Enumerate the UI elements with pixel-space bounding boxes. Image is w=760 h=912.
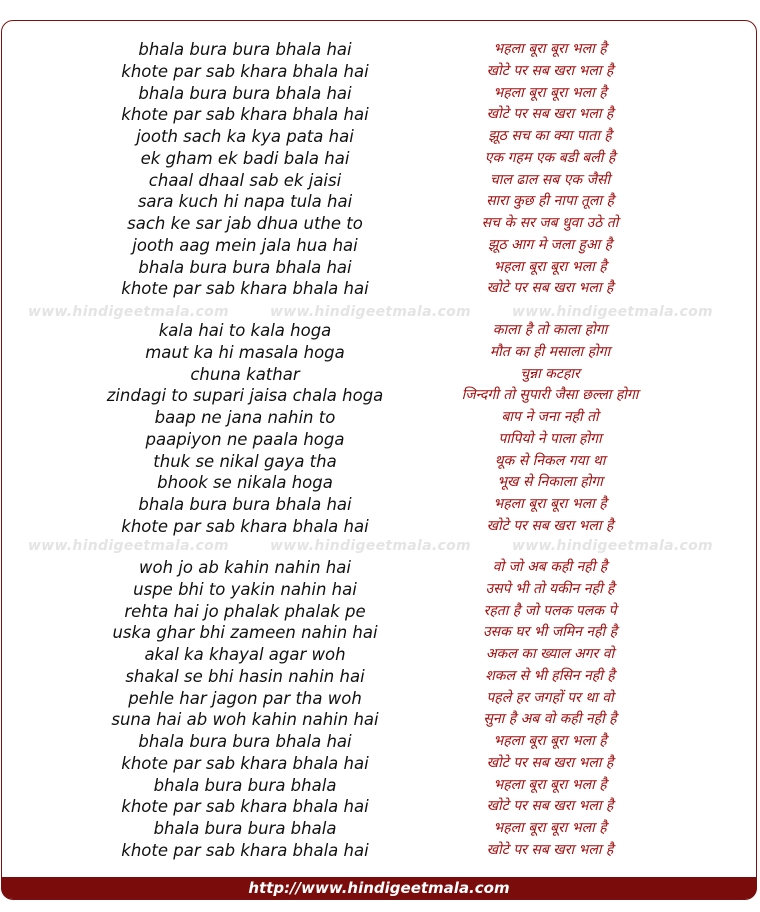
- lyric-line-english: pehle har jagon par tha woh: [128, 688, 362, 708]
- lyric-line-hindi: सुना है अब वो कही नही है: [483, 711, 617, 728]
- lyric-line-hindi: उसपे भी तो यकीन नही है: [485, 580, 615, 597]
- lyric-line-hindi: बाप ने जना नही तो: [501, 409, 599, 425]
- footer-link[interactable]: http://www.hindigeetmala.com: [248, 879, 510, 897]
- lyric-line-hindi: चुन्ना कटहार: [520, 365, 580, 382]
- lyric-line-hindi: शकल से भी हसिन नही है: [485, 667, 615, 684]
- lyric-line-english: bhook se nikala hoga: [157, 473, 333, 493]
- lyric-line-english: maut ka hi masala hoga: [145, 342, 345, 362]
- lyric-line-hindi: भहला बूरा बूरा भला है: [493, 41, 607, 57]
- lyric-line-hindi: खोटे पर सब खरा भला है: [486, 280, 614, 297]
- lyric-line-hindi: खोटे पर सब खरा भला है: [486, 62, 614, 79]
- lyric-line-english: jooth aag mein jala hua hai: [132, 235, 358, 255]
- lyric-line-hindi: काला है तो काला होगा: [492, 322, 608, 338]
- lyric-line-english: suna hai ab woh kahin nahin hai: [111, 710, 379, 730]
- lyric-line-hindi: भहला बूरा बूरा भला है: [493, 733, 607, 749]
- lyric-line-hindi: सच के सर जब धुवा उठे तो: [481, 215, 619, 231]
- lyric-line-hindi: भहला बूरा बूरा भला है: [493, 496, 607, 512]
- lyric-line-hindi: झूठ आग मे जला हुआ है: [487, 236, 613, 253]
- lyric-line-english: shakal se bhi hasin nahin hai: [125, 666, 365, 686]
- lyric-line-english: uspe bhi to yakin nahin hai: [133, 579, 357, 599]
- watermark-row: [0, 537, 760, 555]
- lyric-line-hindi: खोटे पर सब खरा भला है: [486, 798, 614, 815]
- lyric-line-english: akal ka khayal agar woh: [144, 645, 346, 664]
- lyric-line-hindi: खोटे पर सब खरा भला है: [486, 106, 614, 123]
- watermark-text: www.hindigeetmala.com: [28, 304, 229, 320]
- lyric-line-english: rehta hai jo phalak phalak pe: [124, 601, 366, 621]
- lyric-line-english: khote par sab khara bhala hai: [121, 279, 369, 299]
- lyric-line-hindi: मौत का ही मसाला होगा: [489, 343, 611, 360]
- watermark-text: www.hindigeetmala.com: [512, 538, 713, 554]
- lyric-line-english: bhala bura bura bhala hai: [138, 257, 352, 277]
- lyric-line-english: uska ghar bhi zameen nahin hai: [112, 623, 378, 643]
- lyric-line-english: khote par sab khara bhala hai: [121, 516, 369, 536]
- lyric-line-hindi: भहला बूरा बूरा भला है: [493, 820, 607, 836]
- lyric-line-english: bhala bura bura bhala hai: [138, 495, 352, 514]
- lyric-line-english: chuna kathar: [190, 364, 300, 384]
- lyric-line-english: bhala bura bura bhala hai: [138, 83, 352, 103]
- lyric-line-hindi: खोटे पर सब खरा भला है: [486, 841, 614, 858]
- watermark-text: www.hindigeetmala.com: [28, 538, 229, 554]
- footer-bar: [1, 877, 757, 899]
- watermark-text: www.hindigeetmala.com: [270, 304, 471, 320]
- lyric-line-english: woh jo ab kahin nahin hai: [139, 558, 351, 577]
- watermark-text: www.hindigeetmala.com: [512, 304, 713, 320]
- lyric-line-hindi: सारा कुछ ही नापा तूला है: [486, 193, 614, 210]
- lyric-line-hindi: भहला बूरा बूरा भला है: [493, 84, 607, 101]
- watermark-text: www.hindigeetmala.com: [270, 538, 471, 554]
- lyric-line-hindi: भूख से निकाला होगा: [497, 474, 603, 491]
- lyric-line-hindi: पापियो ने पाला होगा: [498, 430, 602, 447]
- lyric-line-hindi: अकल का ख्याल अगर वो: [485, 646, 615, 662]
- lyric-line-english: bhala bura bura bhala hai: [138, 40, 352, 59]
- lyric-line-hindi: वो जो अब कही नही है: [492, 559, 608, 575]
- lyric-line-english: bhala bura bura bhala: [153, 819, 337, 838]
- lyric-line-english: khote par sab khara bhala hai: [121, 61, 369, 81]
- lyric-line-english: paapiyon ne paala hoga: [145, 429, 345, 449]
- lyric-line-hindi: जिन्दगी तो सुपारी जैसा छल्ला होगा: [461, 387, 639, 404]
- lyric-line-hindi: रहता है जो पलक पलक पे: [483, 602, 617, 619]
- lyric-line-english: bhala bura bura bhala: [153, 775, 337, 795]
- lyric-line-hindi: चाल ढाल सब एक जैसी: [489, 171, 611, 188]
- lyric-line-hindi: उसक घर भी जमिन नही है: [482, 624, 618, 641]
- lyric-line-hindi: एक गहम एक बडी बली है: [484, 149, 616, 166]
- lyric-line-english: khote par sab khara bhala hai: [121, 797, 369, 817]
- watermark-row: [0, 303, 760, 321]
- lyric-line-hindi: भहला बूरा बूरा भला है: [493, 258, 607, 275]
- lyric-line-english: khote par sab khara bhala hai: [121, 105, 369, 125]
- lyric-line-english: khote par sab khara bhala hai: [121, 753, 369, 773]
- lyric-line-english: jooth sach ka kya pata hai: [136, 127, 354, 146]
- lyric-line-english: bhala bura bura bhala hai: [138, 732, 352, 751]
- lyric-line-hindi: खोटे पर सब खरा भला है: [486, 517, 614, 534]
- lyric-line-hindi: थूक से निकल गया था: [494, 452, 606, 469]
- lyric-line-english: khote par sab khara bhala hai: [121, 840, 369, 860]
- lyric-line-english: baap ne jana nahin to: [154, 408, 336, 427]
- lyric-line-english: zindagi to supari jaisa chala hoga: [106, 386, 384, 406]
- lyric-line-hindi: भहला बूरा बूरा भला है: [493, 776, 607, 793]
- lyric-line-english: sach ke sar jab dhua uthe to: [127, 214, 363, 233]
- lyric-line-hindi: झूठ सच का क्या पाता है: [488, 128, 612, 144]
- lyric-line-english: chaal dhaal sab ek jaisi: [148, 170, 342, 190]
- lyric-line-english: sara kuch hi napa tula hai: [137, 192, 353, 212]
- lyric-line-hindi: पहले हर जगहों पर था वो: [486, 689, 614, 706]
- lyric-line-english: ek gham ek badi bala hai: [140, 148, 350, 168]
- lyric-line-hindi: खोटे पर सब खरा भला है: [486, 754, 614, 771]
- lyric-line-english: kala hai to kala hoga: [158, 321, 332, 340]
- lyric-line-english: thuk se nikal gaya tha: [153, 451, 337, 471]
